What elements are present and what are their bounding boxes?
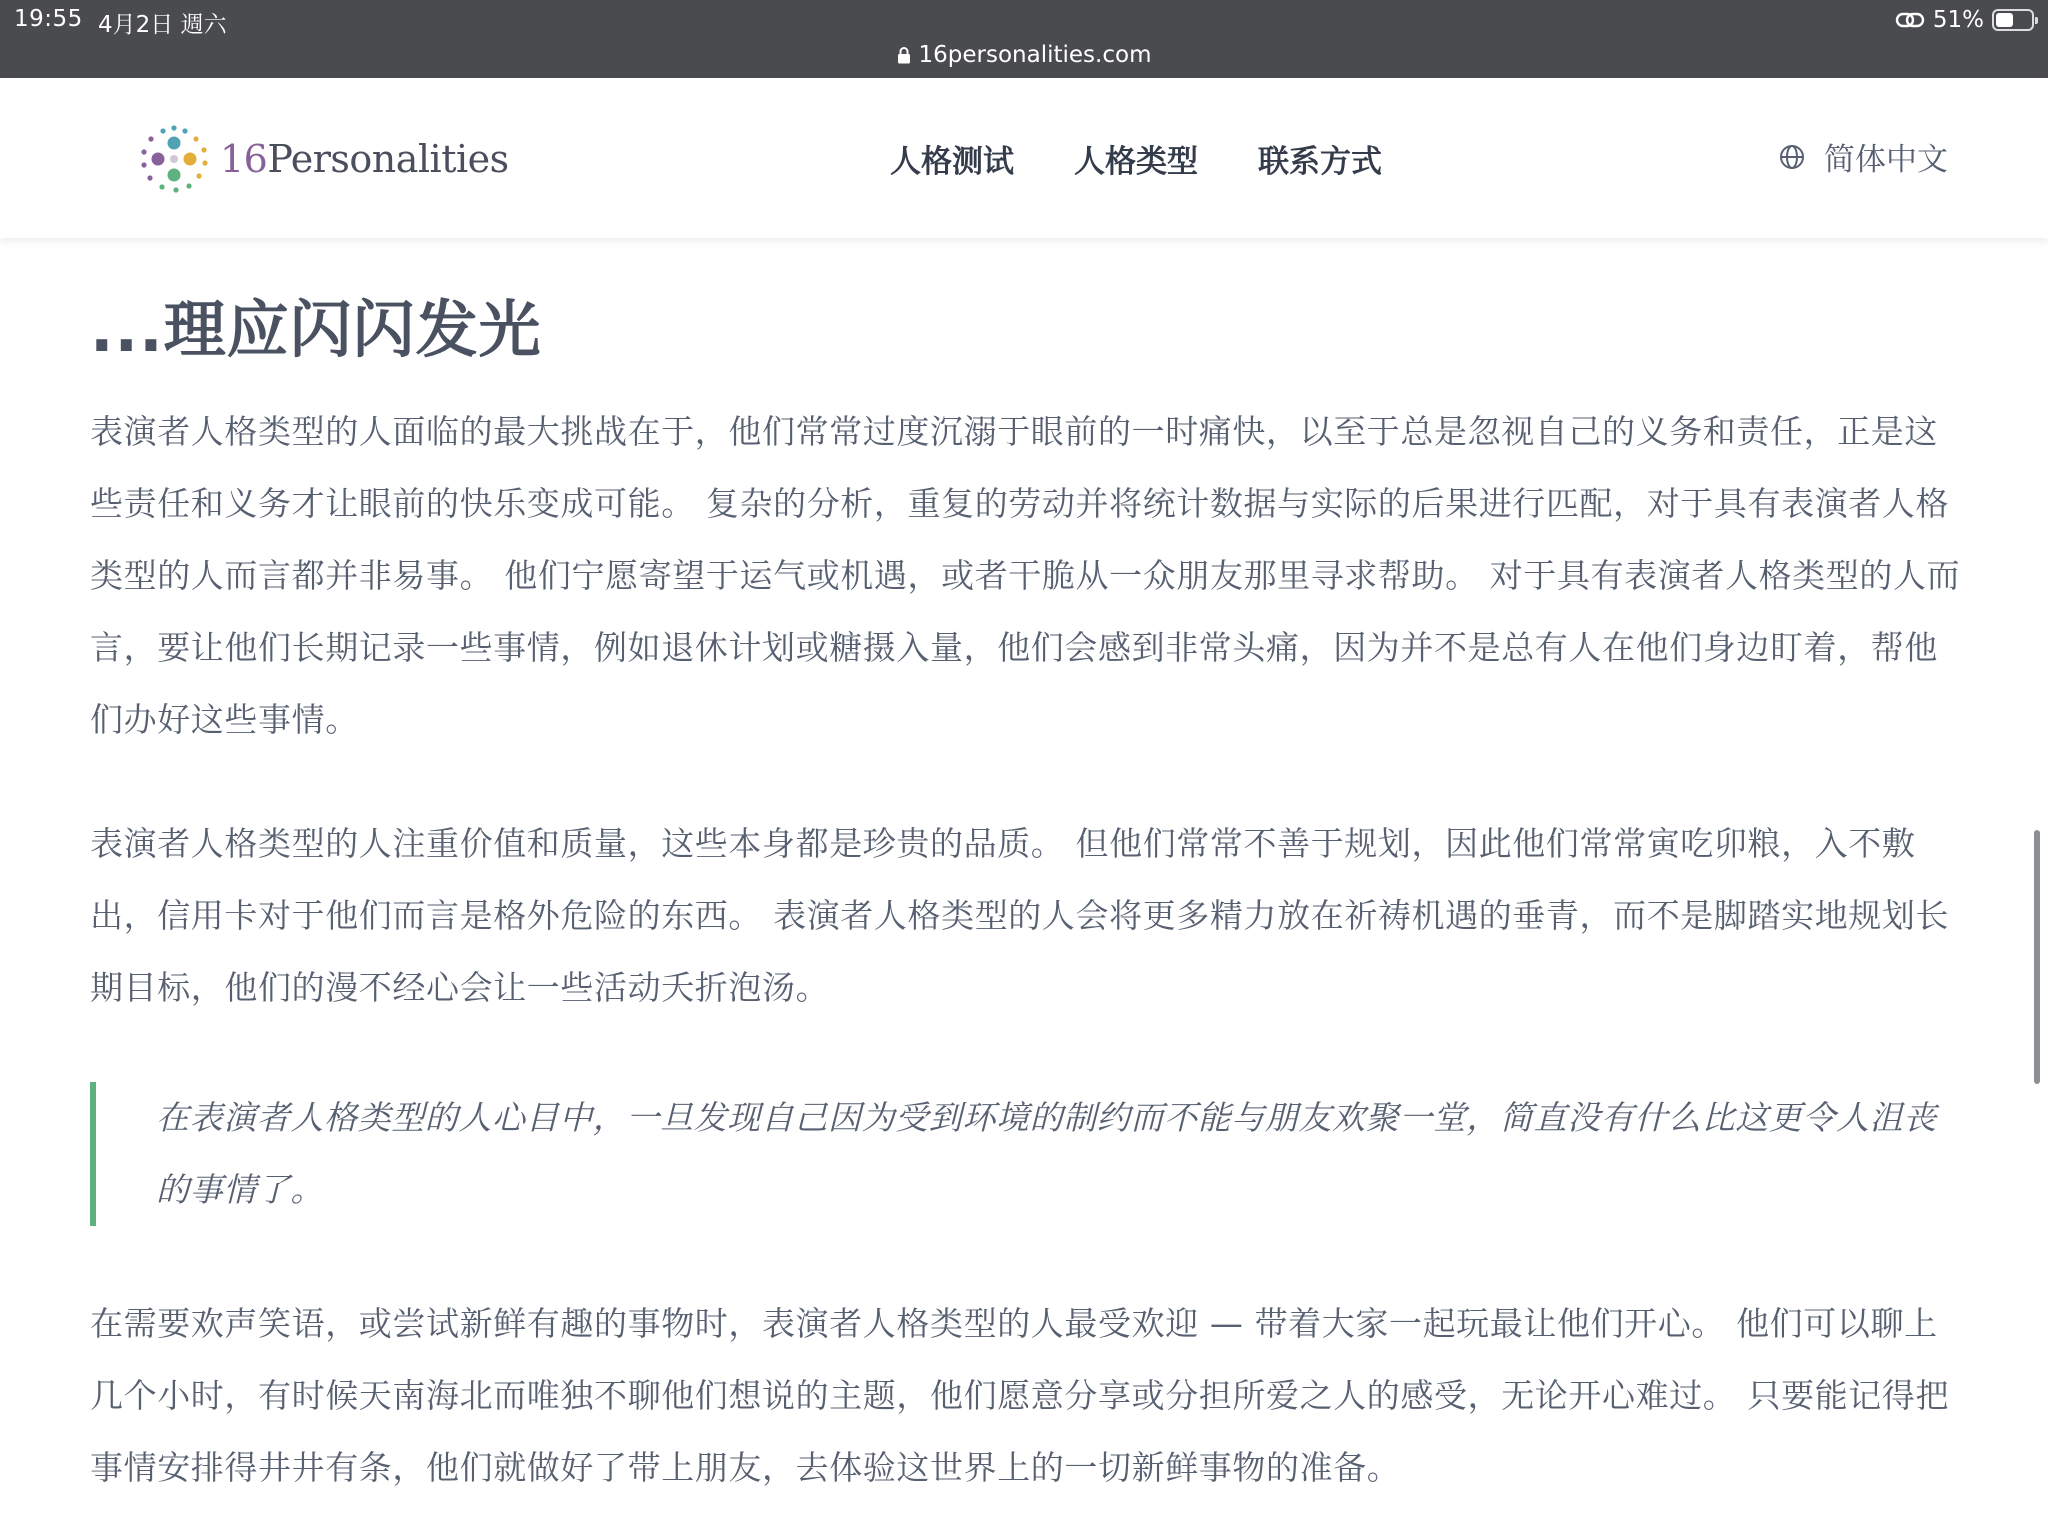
nav-personality-types[interactable]: 人格类型 (1074, 144, 1198, 180)
globe-icon (1778, 143, 1806, 171)
logo-number: 16 (220, 137, 268, 181)
main-nav (890, 136, 1382, 181)
browser-chrome (0, 0, 2048, 78)
logo-wordmark (220, 137, 509, 181)
personal-hotspot-icon (1895, 11, 1925, 29)
nav-personality-test[interactable]: 人格测试 (890, 144, 1014, 180)
scrollbar-thumb[interactable] (2034, 830, 2040, 1084)
site-logo[interactable] (138, 121, 509, 197)
nav-contact[interactable]: 联系方式 (1258, 144, 1382, 180)
logo-text: Personalities (267, 137, 509, 181)
pull-quote: 在表演者人格类型的人心目中，一旦发现自己因为受到环境的制约而不能与朋友欢聚一堂，简直没有什么比这更令人沮丧的事情了。 (90, 1082, 1970, 1226)
url-text: 16personalities.com (918, 42, 1152, 68)
logo-mark-icon (138, 123, 210, 195)
status-indicators (1895, 6, 2034, 34)
language-label: 简体中文 (1824, 142, 1948, 178)
article-paragraph-1: 表演者人格类型的人面临的最大挑战在于，他们常常过度沉溺于眼前的一时痛快，以至于总是忽视自己的义务和责任，正是这些责任和义务才让眼前的快乐变成可能。 复杂的分析，重复的劳动并将统计数据与实际的后果进行匹配，对于具有表演者人格类型的人而言都并非易事。 他们宁愿寄望于运气或机遇，或者干脆从一众朋友那里寻求帮助。 对于具有表演者人格类型的人而言，要让他们长期记录一些事情，例如退休计划或糖摄入量，他们会感到非常头痛，因为并不是总有人在他们身边盯着，帮他们办好这些事情。 (90, 412, 1961, 739)
battery-level (1996, 13, 2013, 27)
battery-percent: 51% (1932, 7, 1984, 33)
lock-icon (897, 46, 911, 64)
status-time: 19:55 (14, 6, 83, 32)
address-bar[interactable] (0, 38, 2048, 72)
article-paragraph-3: 在需要欢声笑语，或尝试新鲜有趣的事物时，表演者人格类型的人最受欢迎 — 带着大家一起玩最让他们开心。 他们可以聊上几个小时，有时候天南海北而唯独不聊他们想说的主题，他们愿意分享或分担所爱之人的感受，无论开心难过。 只要能记得把事情安排得井井有条，他们就做好了带上朋友，去体验这世界上的一切新鲜事物的准备。 (90, 1304, 1950, 1487)
article-paragraph-2: 表演者人格类型的人注重价值和质量，这些本身都是珍贵的品质。 但他们常常不善于规划，因此他们常常寅吃卯粮，入不敷出，信用卡对于他们而言是格外危险的东西。 表演者人格类型的人会将更多精力放在祈祷机遇的垂青，而不是脚踏实地规划长期目标，他们的漫不经心会让一些活动夭折泡汤。 (90, 824, 1950, 1007)
section-heading: ...理应闪闪发光 (90, 293, 542, 366)
status-date: 4月2日 週六 (98, 12, 227, 38)
site-header (0, 78, 2048, 238)
language-selector[interactable] (1778, 134, 1948, 179)
battery-icon (1992, 9, 2034, 31)
